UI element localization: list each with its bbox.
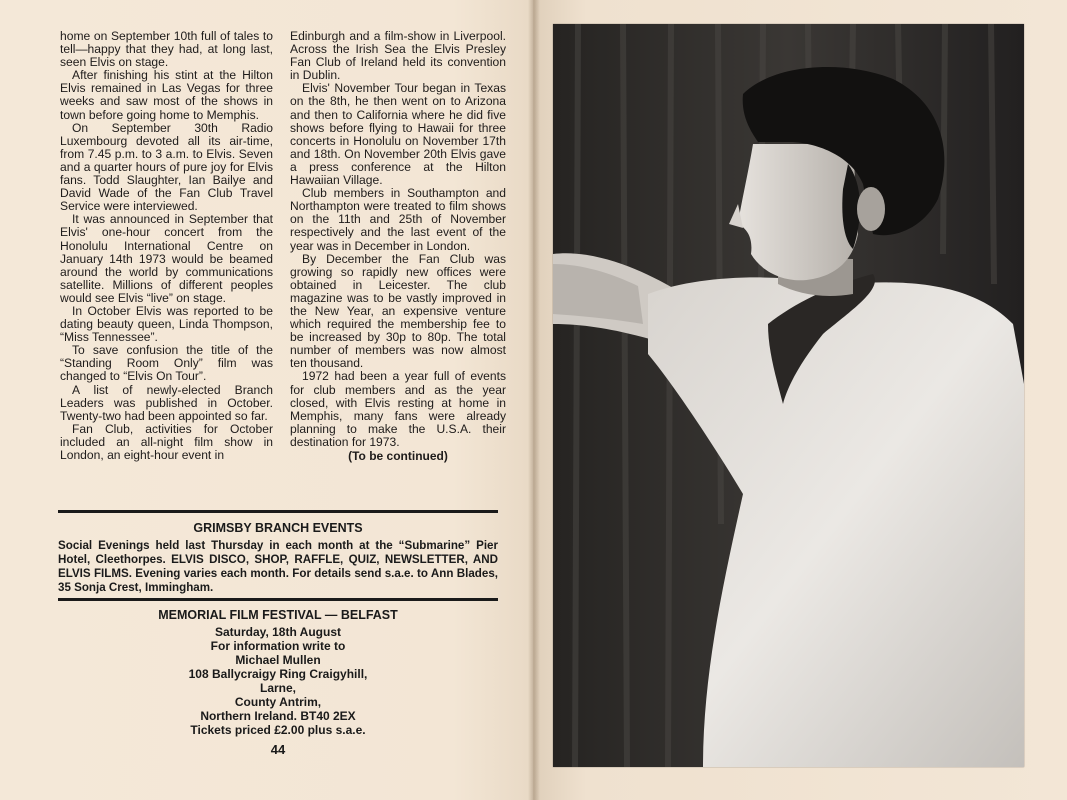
belfast-line: Northern Ireland. BT40 2EX	[200, 709, 356, 723]
article-column-2	[290, 30, 506, 463]
section-divider	[58, 598, 498, 601]
elvis-profile-photo	[553, 24, 1024, 767]
photo-illustration	[553, 24, 1024, 767]
belfast-heading: MEMORIAL FILM FESTIVAL — BELFAST	[158, 608, 398, 622]
book-gutter	[528, 0, 540, 800]
section-divider	[58, 510, 498, 513]
article-paragraph: Edinburgh and a film-show in Liverpool. Across the Irish Sea the Elvis Presley Fan Club of Ireland held its convention in Dublin.	[290, 29, 506, 83]
article-paragraph: 1972 had been a year full of events for club members and as the year closed, with Elvis resting at home in Memphis, many fans were already planning to make the U.S.A. their destination for 1973.	[290, 369, 506, 449]
article-paragraph: To save confusion the title of the “Standing Room Only” film was changed to “Elvis On Tour”.	[60, 343, 273, 384]
belfast-line: Larne,	[259, 681, 296, 695]
belfast-festival-notice	[58, 608, 498, 737]
article-paragraph: After finishing his stint at the Hilton Elvis remained in Las Vegas for three weeks and saw most of the shows in town before going home to Memphis.	[60, 68, 273, 122]
belfast-line: Michael Mullen	[235, 653, 321, 667]
article-paragraph: In October Elvis was reported to be dating beauty queen, Linda Thompson, “Miss Tennessee”.	[60, 303, 273, 345]
article-paragraph: A list of newly-elected Branch Leaders was published in October. Twenty-two had been appointed so far.	[60, 382, 273, 423]
article-paragraph: Fan Club, activities for October included an all-night film show in London, an eight-hour event in	[60, 421, 273, 462]
article-paragraph: Club members in Southampton and Northampton were treated to film shows on the 11th and 25th of November respectively and the last event of the year was in December in London.	[290, 186, 506, 253]
article-column-1	[60, 30, 273, 462]
belfast-line: County Antrim,	[234, 695, 322, 709]
grimsby-heading: GRIMSBY BRANCH EVENTS	[193, 521, 363, 535]
belfast-line: 108 Ballycraigy Ring Craigyhill,	[188, 667, 368, 681]
to-be-continued: (To be continued)	[348, 449, 448, 463]
article-paragraph: By December the Fan Club was growing so rapidly new offices were obtained in Leicester. The club magazine was to be vastly improved in the New Year, an expensive venture which required the membership fee to be increased by 30p to 80p. The total number of members was now almost ten thousand.	[290, 251, 506, 371]
article-paragraph: home on September 10th full of tales to tell—happy that they had, at long last, seen Elvis on stage.	[60, 29, 273, 70]
grimsby-events-notice	[58, 521, 498, 595]
belfast-line: For information write to	[210, 639, 346, 653]
article-paragraph: It was announced in September that Elvis' one-hour concert from the Honolulu International Centre on January 14th 1973 would be beamed around the world by communications satellite. Millions of different peoples would see Elvis “live” on stage.	[60, 212, 273, 305]
article-paragraph: On September 30th Radio Luxembourg devoted all its air-time, from 7.45 p.m. to 3 a.m. to Elvis. Seven and a quarter hours of pure joy for Elvis fans. Todd Slaughter, Ian Bailye and David Wade of the Fan Club Travel Service were interviewed.	[60, 120, 273, 214]
belfast-line: Tickets priced £2.00 plus s.a.e.	[190, 723, 366, 737]
article-paragraph: Elvis' November Tour began in Texas on the 8th, he then went on to Arizona and then to California where he did five shows before flying to Hawaii for three concerts in Honolulu on November 17th and 18th. On November 20th Elvis gave a press conference at the Hilton Hawaiian Village.	[290, 81, 506, 188]
page-number: 44	[270, 742, 286, 757]
belfast-line: Saturday, 18th August	[214, 625, 342, 639]
grimsby-body: Social Evenings held last Thursday in each month at the “Submarine” Pier Hotel, Cleethorpes. ELVIS DISCO, SHOP, RAFFLE, QUIZ, NEWSLETTER, AND ELVIS FILMS. Evening varies each month. For details send s.a.e. to Ann Blades, 35 Sonja Crest, Immingham.	[58, 539, 498, 594]
